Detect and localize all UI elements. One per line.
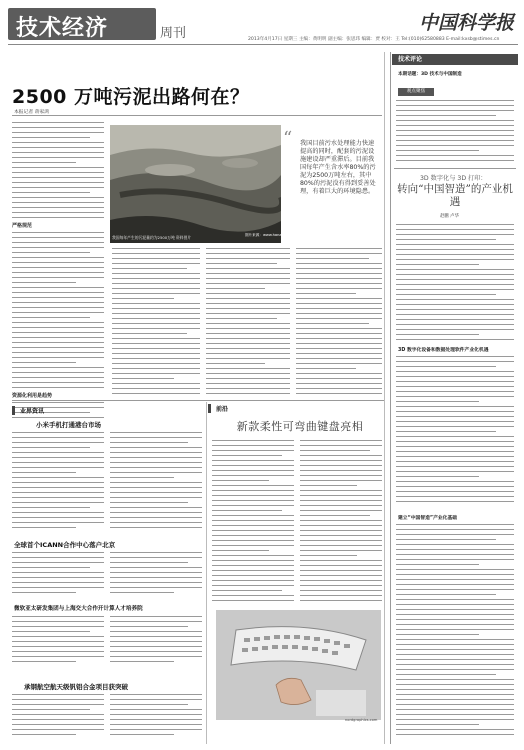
frontier-column-2	[300, 440, 382, 606]
quote-mark-icon: “	[283, 128, 293, 149]
sidebar-article-kicker: 3D 数字化与 3D 打印：	[420, 175, 487, 182]
sidebar-divider	[394, 168, 516, 169]
sidebar-article-body	[396, 524, 514, 742]
byline: 本报记者 蒋家鸿	[14, 110, 50, 115]
sidebar-subhead: 3D 数字化设备和数据处理软件产业化机遇	[398, 348, 489, 353]
photo-credit: 图片来源：www.hanzi.com	[245, 233, 292, 237]
article-subhead: 资源化利用是趋势	[12, 393, 53, 399]
news-section-header: 业界资讯	[12, 406, 44, 415]
section-subtitle: 周刊	[160, 26, 187, 41]
masthead-rule	[8, 44, 518, 45]
sidebar-article-author: 赵鹏 卢华	[440, 214, 459, 219]
news-item-title: 小米手机打通港台市场	[36, 421, 101, 429]
news-item-body	[110, 552, 202, 600]
headline-rule	[12, 115, 382, 116]
sidebar-intro	[396, 100, 514, 166]
sidebar-topic: 本期话题：3D 技术与中国制造	[398, 72, 462, 77]
article-column-2	[112, 248, 200, 398]
sidebar-article-title: 转向“中国智造”的产业机遇	[397, 183, 513, 208]
news-item-title: 承钢航空航天级钒铝合金项目获突破	[24, 683, 128, 691]
column-divider	[384, 52, 385, 744]
sidebar-section-label: 技术评论	[392, 54, 518, 65]
news-item-body	[12, 552, 104, 600]
section-banner	[8, 8, 156, 40]
news-item-body	[12, 694, 104, 744]
article-column-4	[296, 248, 382, 398]
section-divider	[12, 400, 384, 401]
photo-caption: 我国每年产生的污泥量约为2500万吨 资料图片	[112, 235, 192, 240]
sidebar-subhead: 建立“中国智造”产业化基础	[398, 516, 458, 521]
frontier-article-title: 新款柔性可弯曲键盘亮相	[236, 420, 364, 433]
news-item-body	[110, 432, 202, 532]
masthead	[8, 6, 518, 46]
photo-credit: nordgraphics.com	[345, 718, 378, 722]
main-headline: 2500 万吨污泥出路何在？	[12, 86, 250, 108]
article-subhead: 严格规范	[12, 223, 33, 229]
news-item-body	[12, 432, 104, 532]
sidebar-tag: 观点聚焦	[398, 88, 434, 96]
column-divider	[206, 402, 207, 744]
flexible-keyboard-photo	[216, 610, 381, 720]
sidebar-article-body	[396, 224, 514, 342]
news-item-body	[110, 694, 202, 744]
sludge-photo	[110, 125, 281, 243]
frontier-column-1	[212, 440, 294, 606]
news-item-body	[110, 616, 202, 672]
news-item-title: 全球首个ICANN合作中心落户北京	[14, 541, 116, 549]
news-item-title: 微软亚太研发集团与上海交大合作开计算人才培养院	[14, 606, 143, 612]
frontier-section-header: 前沿	[208, 404, 228, 413]
newspaper-logo: 中国科学报	[418, 12, 514, 34]
section-title: 技术经济	[16, 16, 109, 41]
news-item-body	[12, 616, 104, 672]
article-column-1b	[12, 220, 104, 420]
pull-quote: 我国目前污水处理能力快速提高的同时，配套的污泥设施建设却严重滞后。目前我国每年产生含水率80%的污泥为2500万吨左右，其中80%的污泥没有得到妥善处理，有着巨大的环境隐患。	[300, 140, 376, 195]
masthead-info: 2013年4月17日 星期三 主编：黄明明 副主编：张思玮 编辑：贾 校对：王 Tel:(010)62580883 E-mail:kxsb@stimes.cn	[248, 37, 500, 42]
sidebar-article-body	[396, 356, 514, 508]
article-column-3	[206, 248, 290, 398]
article-column-1	[12, 122, 104, 220]
